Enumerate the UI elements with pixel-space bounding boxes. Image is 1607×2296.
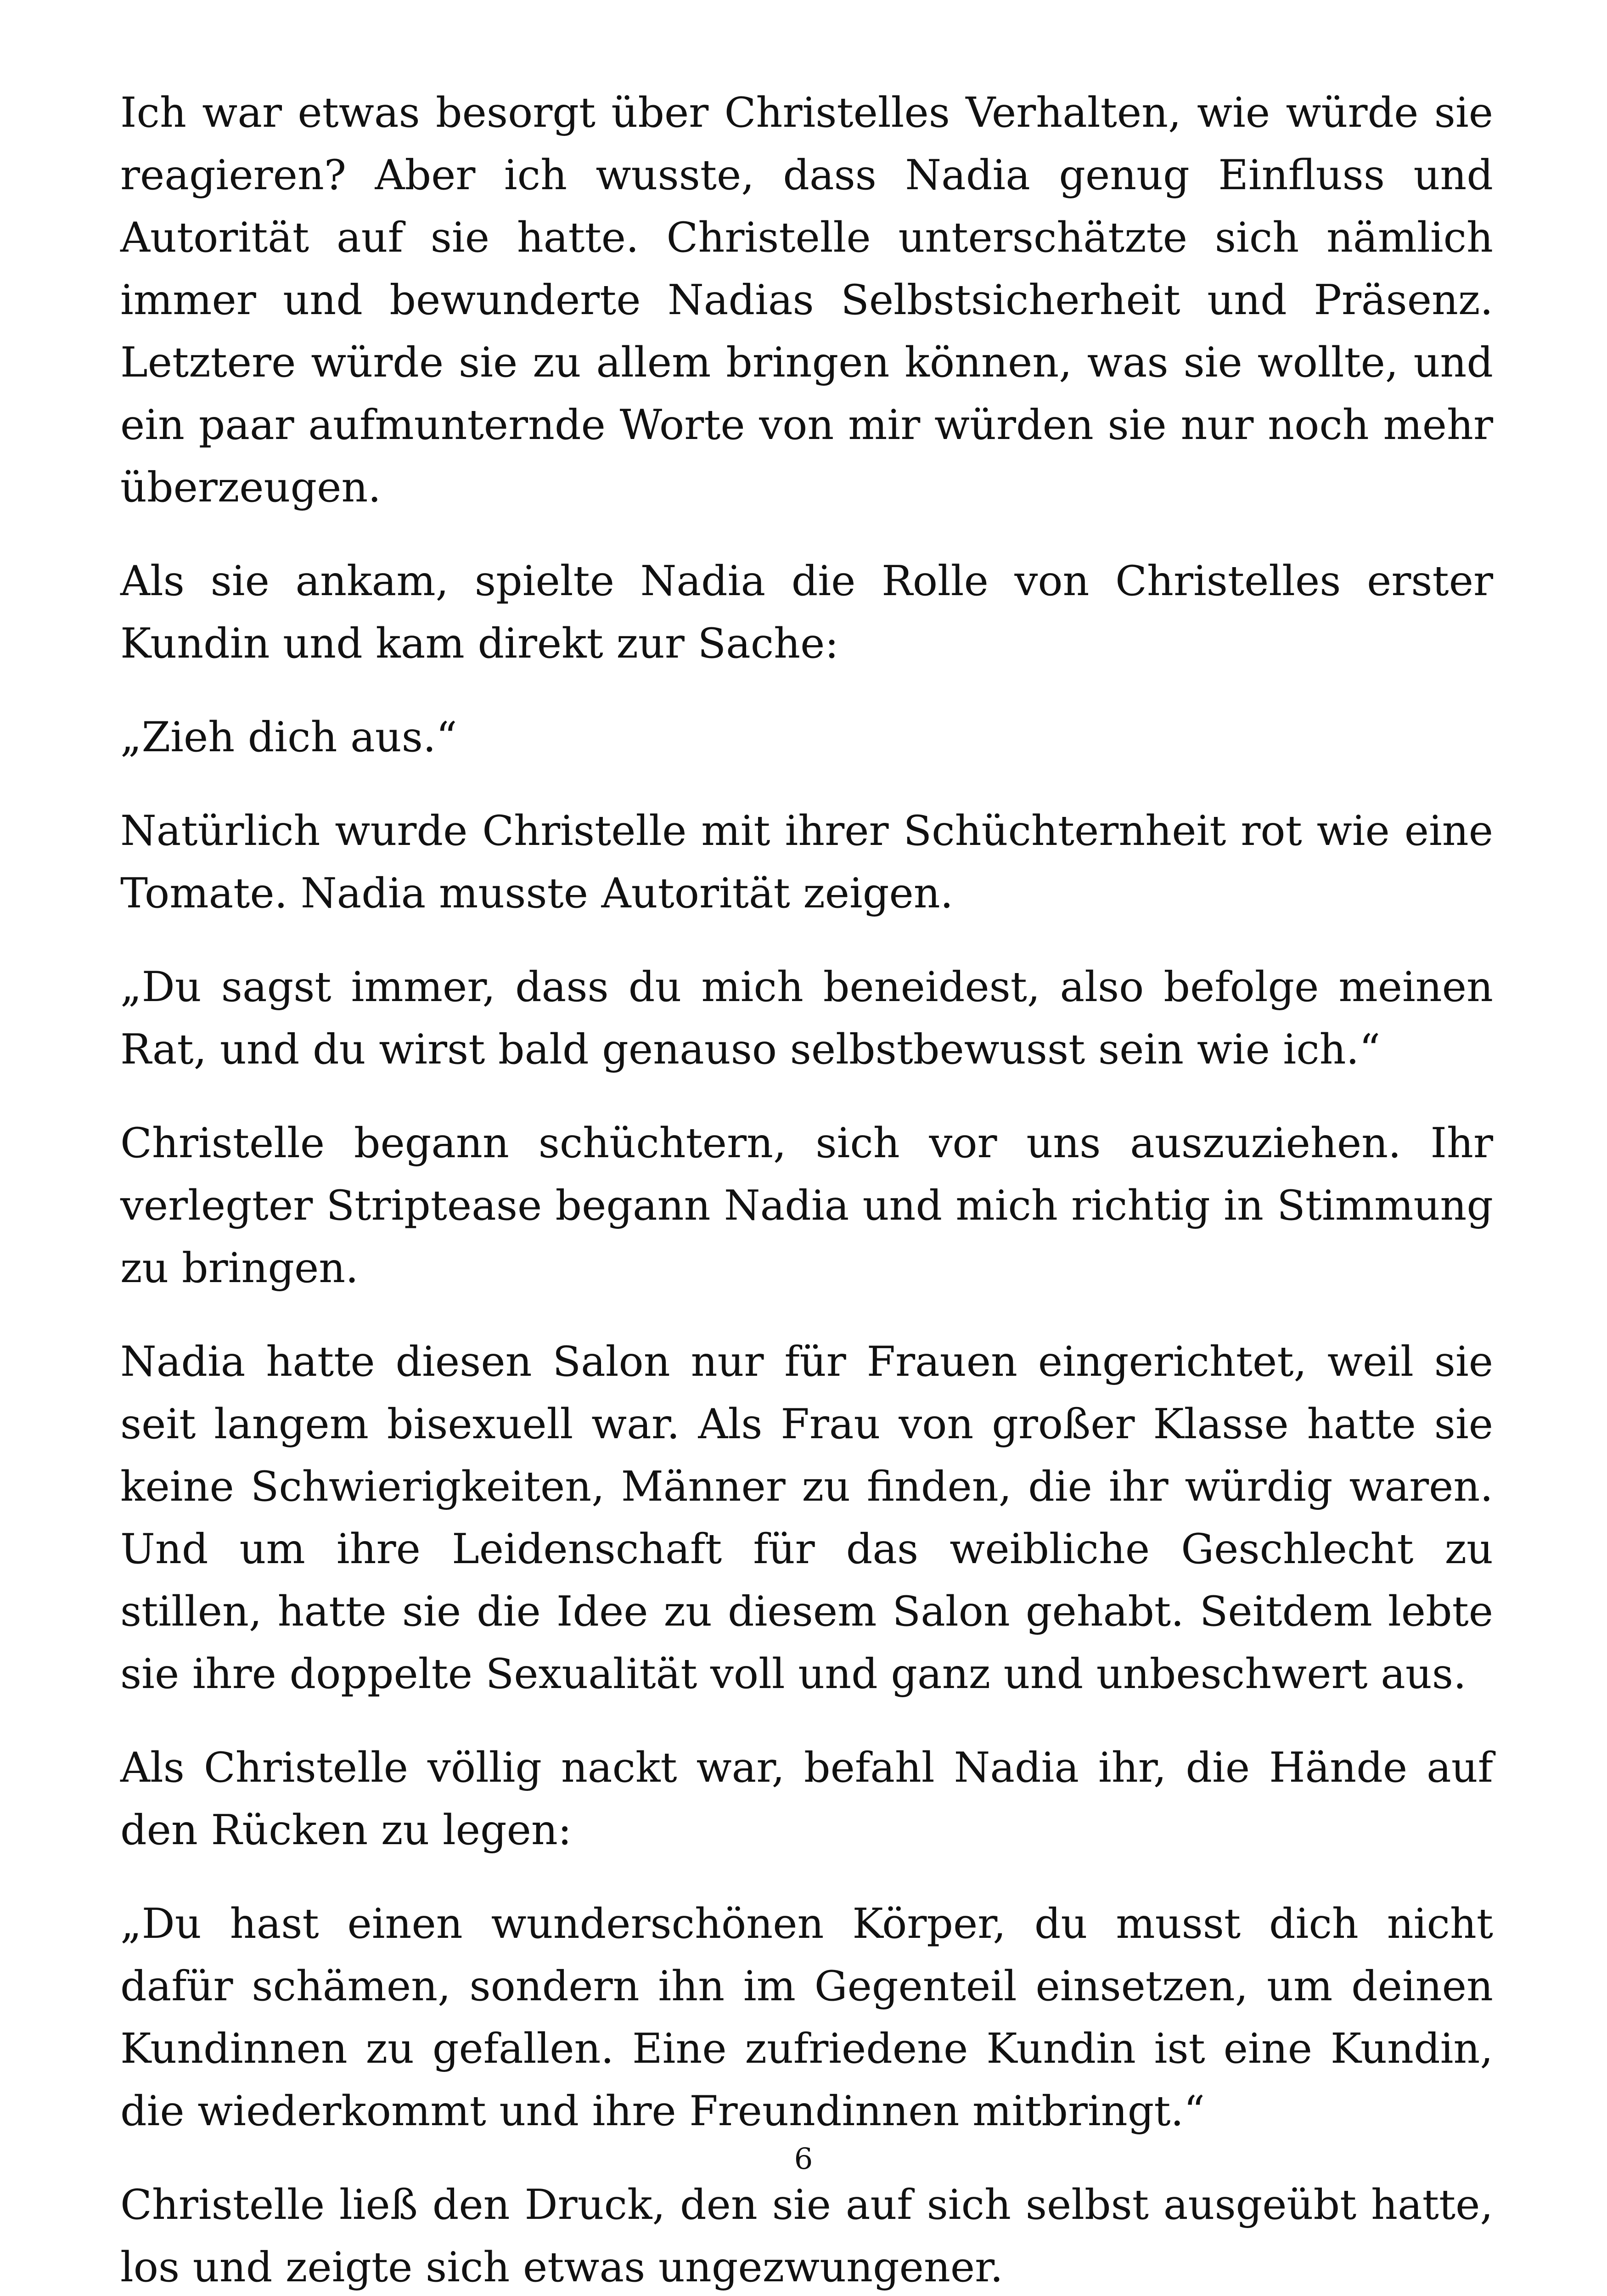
paragraph-7: Nadia hatte diesen Salon nur für Frauen eingerichtet, weil sie seit langem bisexuell war. Als Frau von großer Klasse hatte sie keine Schwierigkeiten, Männer zu finden, die ihr würdig waren. Und um ihre Leidenschaft für das weibliche Geschlecht zu stillen, hatte sie die Idee zu diesem Salon gehabt. Seitdem lebte sie ihre doppelte Sexualität voll und ganz und unbeschwert aus. — [120, 1338, 1493, 1698]
page-number: 6 — [794, 2142, 813, 2176]
paragraph-3: „Zieh dich aus.“ — [120, 713, 457, 761]
paragraph-9: „Du hast einen wunderschönen Körper, du musst dich nicht dafür schämen, sondern ihn im Gegenteil einsetzen, um deinen Kundinnen zu gefallen. Eine zufriedene Kundin ist eine Kundin, die wiederkommt und ihre Freundinnen mitbringt.“ — [120, 1900, 1493, 2135]
paragraph-8: Als Christelle völlig nackt war, befahl Nadia ihr, die Hände auf den Rücken zu legen: — [120, 1744, 1493, 1854]
paragraph-4: Natürlich wurde Christelle mit ihrer Schüchternheit rot wie eine Tomate. Nadia musste Autorität zeigen. — [120, 807, 1493, 917]
page-body — [120, 82, 1493, 2296]
paragraph-6: Christelle begann schüchtern, sich vor uns auszuziehen. Ihr verlegter Striptease begann Nadia und mich richtig in Stimmung zu bringen. — [120, 1119, 1493, 1292]
paragraph-1: Ich war etwas besorgt über Christelles Verhalten, wie würde sie reagieren? Aber ich wusste, dass Nadia genug Einfluss und Autorität auf sie hatte. Christelle unterschätzte sich nämlich immer und bewunderte Nadias Selbstsicherheit und Präsenz. Letztere würde sie zu allem bringen können, was sie wollte, und ein paar aufmunternde Worte von mir würden sie nur noch mehr überzeugen. — [120, 89, 1493, 512]
paragraph-2: Als sie ankam, spielte Nadia die Rolle von Christelles erster Kundin und kam direkt zur Sache: — [120, 557, 1493, 668]
paragraph-5: „Du sagst immer, dass du mich beneidest, also befolge meinen Rat, und du wirst bald genauso selbstbewusst sein wie ich.“ — [120, 963, 1493, 1074]
paragraph-10: Christelle ließ den Druck, den sie auf sich selbst ausgeübt hatte, los und zeigte sich etwas ungezwungener. — [120, 2181, 1493, 2291]
